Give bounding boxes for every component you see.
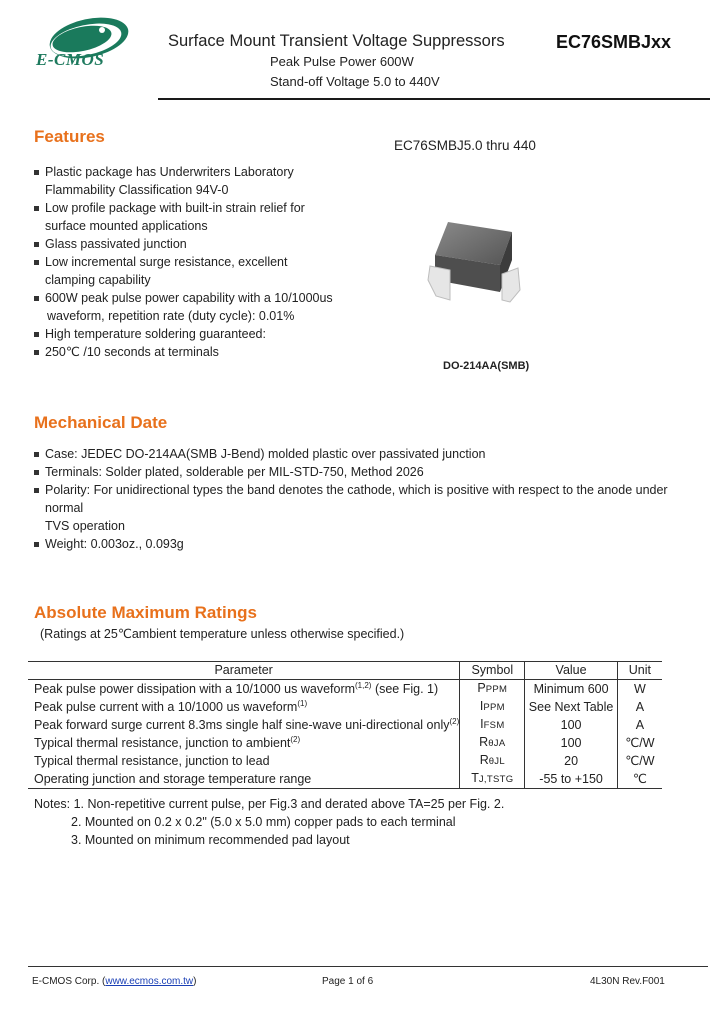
features-list (32, 163, 352, 361)
feature-item: Plastic package has Underwriters Laboratory (32, 163, 352, 181)
footer-divider (28, 966, 708, 967)
cell-symbol (460, 716, 525, 734)
feature-item: High temperature soldering guaranteed: (32, 325, 352, 343)
note-1: Notes: 1. Non-repetitive current pulse, per Fig.3 and derated above TA=25 per Fig. 2. (34, 797, 505, 811)
symbol-subscript: PPM (483, 702, 505, 713)
parameter-note-ref: (2) (449, 716, 460, 726)
header-peak-power: Peak Pulse Power 600W (270, 54, 414, 69)
ratings-note: (Ratings at 25℃ambient temperature unless otherwise specified.) (40, 627, 405, 641)
parameter-text: Typical thermal resistance, junction to lead (34, 753, 270, 768)
document-title: Surface Mount Transient Voltage Suppressors (168, 32, 505, 50)
feature-item-continuation: clamping capability (45, 273, 151, 287)
table-header-row (28, 662, 662, 680)
mechanical-item: Weight: 0.003oz., 0.093g (32, 535, 702, 553)
feature-item-continuation: Flammability Classification 94V-0 (45, 183, 229, 197)
cell-parameter (28, 716, 460, 734)
cell-symbol (460, 770, 525, 789)
feature-item: Low profile package with built-in strain relief for (32, 199, 352, 217)
col-symbol: Symbol (460, 662, 525, 680)
features-heading: Features (34, 127, 105, 146)
ratings-heading: Absolute Maximum Ratings (34, 603, 257, 622)
mechanical-item-continuation: TVS operation (45, 519, 125, 533)
note-3: 3. Mounted on minimum recommended pad layout (71, 833, 350, 847)
part-number: EC76SMBJxx (556, 32, 672, 52)
cell-value: -55 to +150 (525, 770, 617, 789)
cell-parameter (28, 734, 460, 752)
table-row (28, 752, 662, 770)
feature-item: Low incremental surge resistance, excellent (32, 253, 352, 271)
notes (34, 795, 504, 849)
cell-unit: ℃/W (617, 734, 662, 752)
symbol-letter: I (480, 717, 484, 731)
feature-item: 600W peak pulse power capability with a 10/1000us (32, 289, 352, 307)
symbol-subscript: PPM (485, 684, 508, 695)
parameter-text: Peak pulse current with a 10/1000 us waveform (34, 699, 298, 714)
cell-symbol (460, 698, 525, 716)
cell-unit: ℃/W (617, 752, 662, 770)
table-row (28, 716, 662, 734)
table-row (28, 680, 662, 699)
header-divider (158, 98, 710, 100)
symbol-letter: R (479, 735, 489, 749)
cell-parameter (28, 680, 460, 699)
footer-company-name: E-CMOS Corp. ( (32, 976, 106, 987)
parameter-suffix: (see Fig. 1) (371, 681, 439, 696)
mechanical-list (32, 445, 702, 553)
cell-parameter (28, 698, 460, 716)
cell-unit: W (617, 680, 662, 699)
col-parameter: Parameter (28, 662, 460, 680)
mechanical-item: Case: JEDEC DO-214AA(SMB J-Bend) molded plastic over passivated junction (32, 445, 702, 463)
part-range: EC76SMBJ5.0 thru 440 (394, 138, 536, 153)
symbol-subscript: θJA (488, 738, 506, 749)
cell-parameter (28, 752, 460, 770)
symbol-letter: R (479, 753, 489, 767)
package-lead-left (428, 266, 450, 300)
parameter-text: Operating junction and storage temperature range (34, 771, 312, 786)
symbol-letter: I (479, 699, 484, 713)
feature-item: 250℃ /10 seconds at terminals (32, 343, 352, 361)
symbol-subscript: θJL (488, 756, 505, 767)
header-standoff-voltage: Stand-off Voltage 5.0 to 440V (270, 74, 440, 89)
cell-value: 100 (525, 734, 617, 752)
cell-value: Minimum 600 (525, 680, 617, 699)
parameter-text: Peak pulse power dissipation with a 10/1000 us waveform (34, 681, 356, 696)
cell-value: See Next Table (525, 698, 617, 716)
symbol-subscript: FSM (483, 720, 505, 731)
mechanical-heading: Mechanical Date (34, 413, 168, 432)
cell-unit: ℃ (617, 770, 662, 789)
table-row (28, 770, 662, 789)
package-image (420, 210, 530, 310)
mechanical-item: Polarity: For unidirectional types the band denotes the cathode, which is positive with respect to the anode under normal (32, 481, 702, 517)
parameter-note-ref: (2) (290, 734, 301, 744)
parameter-text: Peak forward surge current 8.3ms single half sine-wave uni-directional only (34, 717, 450, 732)
footer-page-number: Page 1 of 6 (322, 976, 374, 987)
cell-unit: A (617, 716, 662, 734)
footer-website-link[interactable]: www.ecmos.com.tw (105, 976, 194, 987)
parameter-note-ref: (1) (297, 698, 308, 708)
parameter-text: Typical thermal resistance, junction to ambient (34, 735, 291, 750)
feature-item-continuation: waveform, repetition rate (duty cycle): 0.01% (47, 309, 295, 323)
note-2: 2. Mounted on 0.2 x 0.2" (5.0 x 5.0 mm) copper pads to each terminal (71, 815, 456, 829)
cell-value: 20 (525, 752, 617, 770)
cell-unit: A (617, 698, 662, 716)
footer-company-end: ) (193, 976, 197, 987)
symbol-letter: T (471, 771, 479, 785)
footer-company (32, 976, 196, 987)
package-label: DO-214AA(SMB) (443, 360, 530, 372)
symbol-subscript: J,TSTG (478, 774, 514, 785)
symbol-letter: P (477, 681, 486, 695)
logo-text: E-CMOS (36, 50, 105, 69)
feature-item: Glass passivated junction (32, 235, 352, 253)
package-lead-right (502, 268, 520, 302)
cell-parameter (28, 770, 460, 789)
ratings-table (28, 661, 662, 789)
parameter-note-ref: (1,2) (355, 680, 372, 690)
cell-symbol (460, 752, 525, 770)
footer-revision: 4L30N Rev.F001 (590, 976, 665, 987)
mechanical-item: Terminals: Solder plated, solderable per MIL-STD-750, Method 2026 (32, 463, 702, 481)
cell-symbol (460, 680, 525, 699)
table-row (28, 734, 662, 752)
cell-symbol (460, 734, 525, 752)
feature-item-continuation: surface mounted applications (45, 219, 208, 233)
col-unit: Unit (617, 662, 662, 680)
cell-value: 100 (525, 716, 617, 734)
col-value: Value (525, 662, 617, 680)
table-row (28, 698, 662, 716)
